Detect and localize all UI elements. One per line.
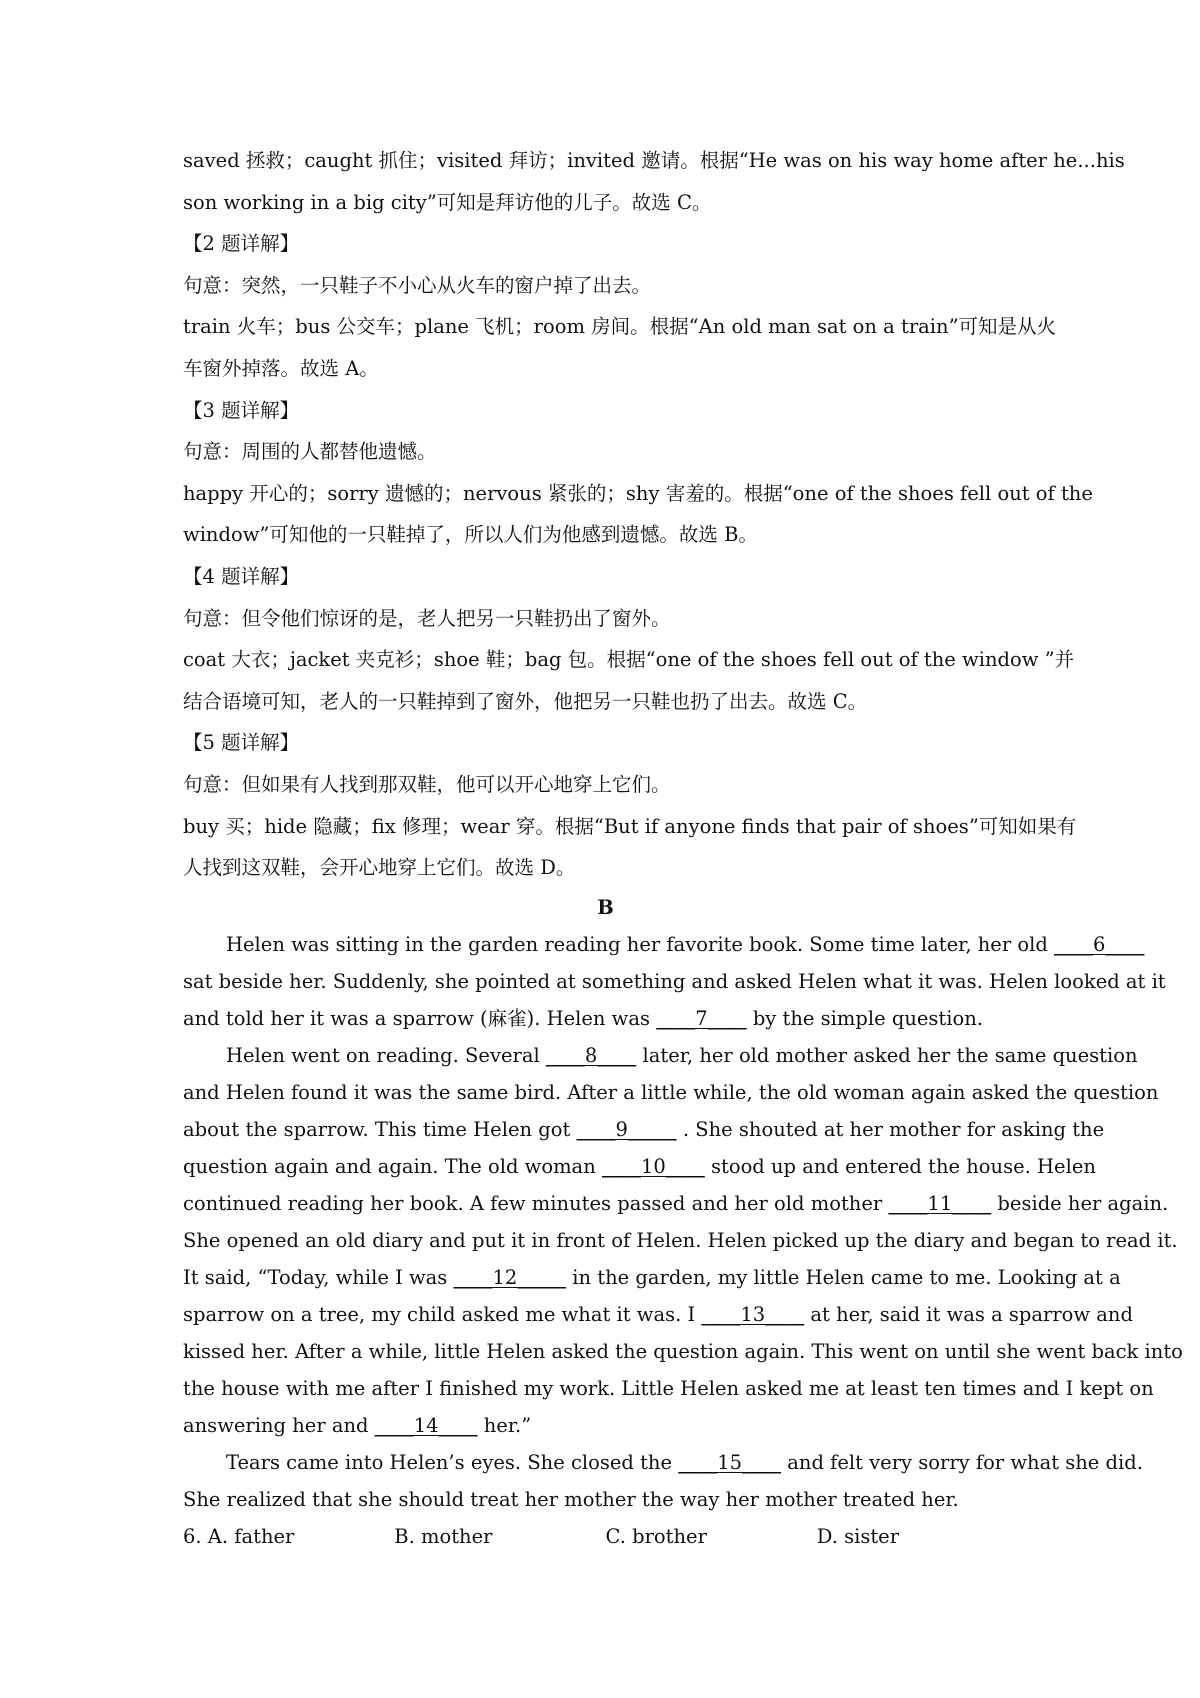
section-title: B [597,895,614,919]
passage-line: She realized that she should treat her mother the way her mother treated her. [183,1487,959,1511]
blank-12: ____12_____ [453,1265,567,1289]
q3-explanation: window”可知他的一只鞋掉了，所以人们为他感到遗憾。故选 B。 [183,523,758,547]
passage-line: and Helen found it was the same bird. After a little while, the old woman again asked the question [183,1080,1159,1104]
passage-line [183,1259,1121,1296]
passage-text: Tears came into Helen’s eyes. She closed the [226,1450,679,1474]
explanation-line: son working in a big city”可知是拜访他的儿子。故选 C。 [183,190,712,214]
blank-10: ____10____ [601,1154,705,1178]
blank-9: ____9_____ [576,1117,677,1141]
q2-explanation: 车窗外掉落。故选 A。 [183,356,379,380]
passage-text: in the garden, my little Helen came to me. Looking at a [566,1265,1121,1289]
passage-text: sparrow on a tree, my child asked me what it was. I [183,1302,702,1326]
q4-meaning: 句意：但令他们惊讶的是，老人把另一只鞋扔出了窗外。 [183,606,671,630]
question-6-options [183,1518,1028,1555]
passage-line [183,1000,1028,1037]
q2-explanation: train 火车；bus 公交车；plane 飞机；room 房间。根据“An old man sat on a train”可知是从火 [183,315,1057,339]
passage-line [183,1444,1143,1481]
blank-11: ____11____ [888,1191,992,1215]
passage-text: answering her and [183,1413,375,1437]
blank-13: ____13____ [701,1302,805,1326]
q3-explanation: happy 开心的；sorry 遗憾的；nervous 紧张的；shy 害羞的。根据“one of the shoes fell out of the [183,481,1093,505]
passage-line [183,1037,1138,1074]
passage-text: Helen was sitting in the garden reading her favorite book. Some time later, her old [226,932,1055,956]
passage-text: beside her again. [991,1191,1169,1215]
q3-header: 【3 题详解】 [183,398,300,422]
q5-explanation: 人找到这双鞋，会开心地穿上它们。故选 D。 [183,856,576,880]
passage-text: It said, “Today, while I was [183,1265,454,1289]
passage-text: later, her old mother asked her the same question [636,1043,1138,1067]
page-content [183,140,1183,1555]
option-a: 6. A. father [183,1524,295,1548]
q2-meaning: 句意：突然，一只鞋子不小心从火车的窗户掉了出去。 [183,273,652,297]
passage-text: at her, said it was a sparrow and [804,1302,1133,1326]
blank-14: ____14____ [374,1413,478,1437]
passage-line [183,1407,1028,1444]
passage-line: the house with me after I finished my work. Little Helen asked me at least ten times and I kept on [183,1376,1154,1400]
passage-line: She opened an old diary and put it in front of Helen. Helen picked up the diary and began to read it. [183,1228,1178,1252]
passage-line [183,1148,1096,1185]
q3-meaning: 句意：周围的人都替他遗憾。 [183,440,437,464]
passage-text: about the sparrow. This time Helen got [183,1117,577,1141]
passage-text: and told her it was a sparrow (麻雀). Helen was [183,1006,657,1030]
passage-line [183,1185,1169,1222]
passage-line: kissed her. After a while, little Helen asked the question again. This went on until she went back into [183,1339,1183,1363]
passage-text: continued reading her book. A few minutes passed and her old mother [183,1191,889,1215]
passage-text: and felt very sorry for what she did. [781,1450,1143,1474]
passage-text: by the simple question. [746,1006,984,1030]
passage-text: Helen went on reading. Several [226,1043,546,1067]
option-c: C. brother [605,1524,707,1548]
passage-text: question again and again. The old woman [183,1154,602,1178]
passage-text: stood up and entered the house. Helen [704,1154,1096,1178]
q5-header: 【5 题详解】 [183,731,300,755]
passage-text: her.” [477,1413,532,1437]
passage-line [183,926,1145,963]
option-b: B. mother [394,1524,493,1548]
passage-text: . She shouted at her mother for asking the [676,1117,1105,1141]
blank-15: ____15____ [678,1450,782,1474]
q4-explanation: coat 大衣；jacket 夹克衫；shoe 鞋；bag 包。根据“one of the shoes fell out of the window ”并 [183,648,1075,672]
q5-meaning: 句意：但如果有人找到那双鞋，他可以开心地穿上它们。 [183,772,671,796]
blank-6: ____6____ [1054,932,1145,956]
q2-header: 【2 题详解】 [183,232,300,256]
explanation-line: saved 拯救；caught 抓住；visited 拜访；invited 邀请。根据“He was on his way home after he...his [183,149,1125,172]
q4-header: 【4 题详解】 [183,564,300,588]
blank-8: ____8____ [545,1043,637,1067]
passage-line [183,1296,1133,1333]
blank-7: ____7____ [656,1006,747,1030]
option-d: D. sister [816,1524,900,1548]
q5-explanation: buy 买；hide 隐藏；fix 修理；wear 穿。根据“But if anyone finds that pair of shoes”可知如果有 [183,814,1077,838]
q4-explanation: 结合语境可知，老人的一只鞋掉到了窗外，他把另一只鞋也扔了出去。故选 C。 [183,689,868,713]
passage-line: sat beside her. Suddenly, she pointed at something and asked Helen what it was. Helen looked at it [183,969,1166,993]
passage-line [183,1111,1105,1148]
